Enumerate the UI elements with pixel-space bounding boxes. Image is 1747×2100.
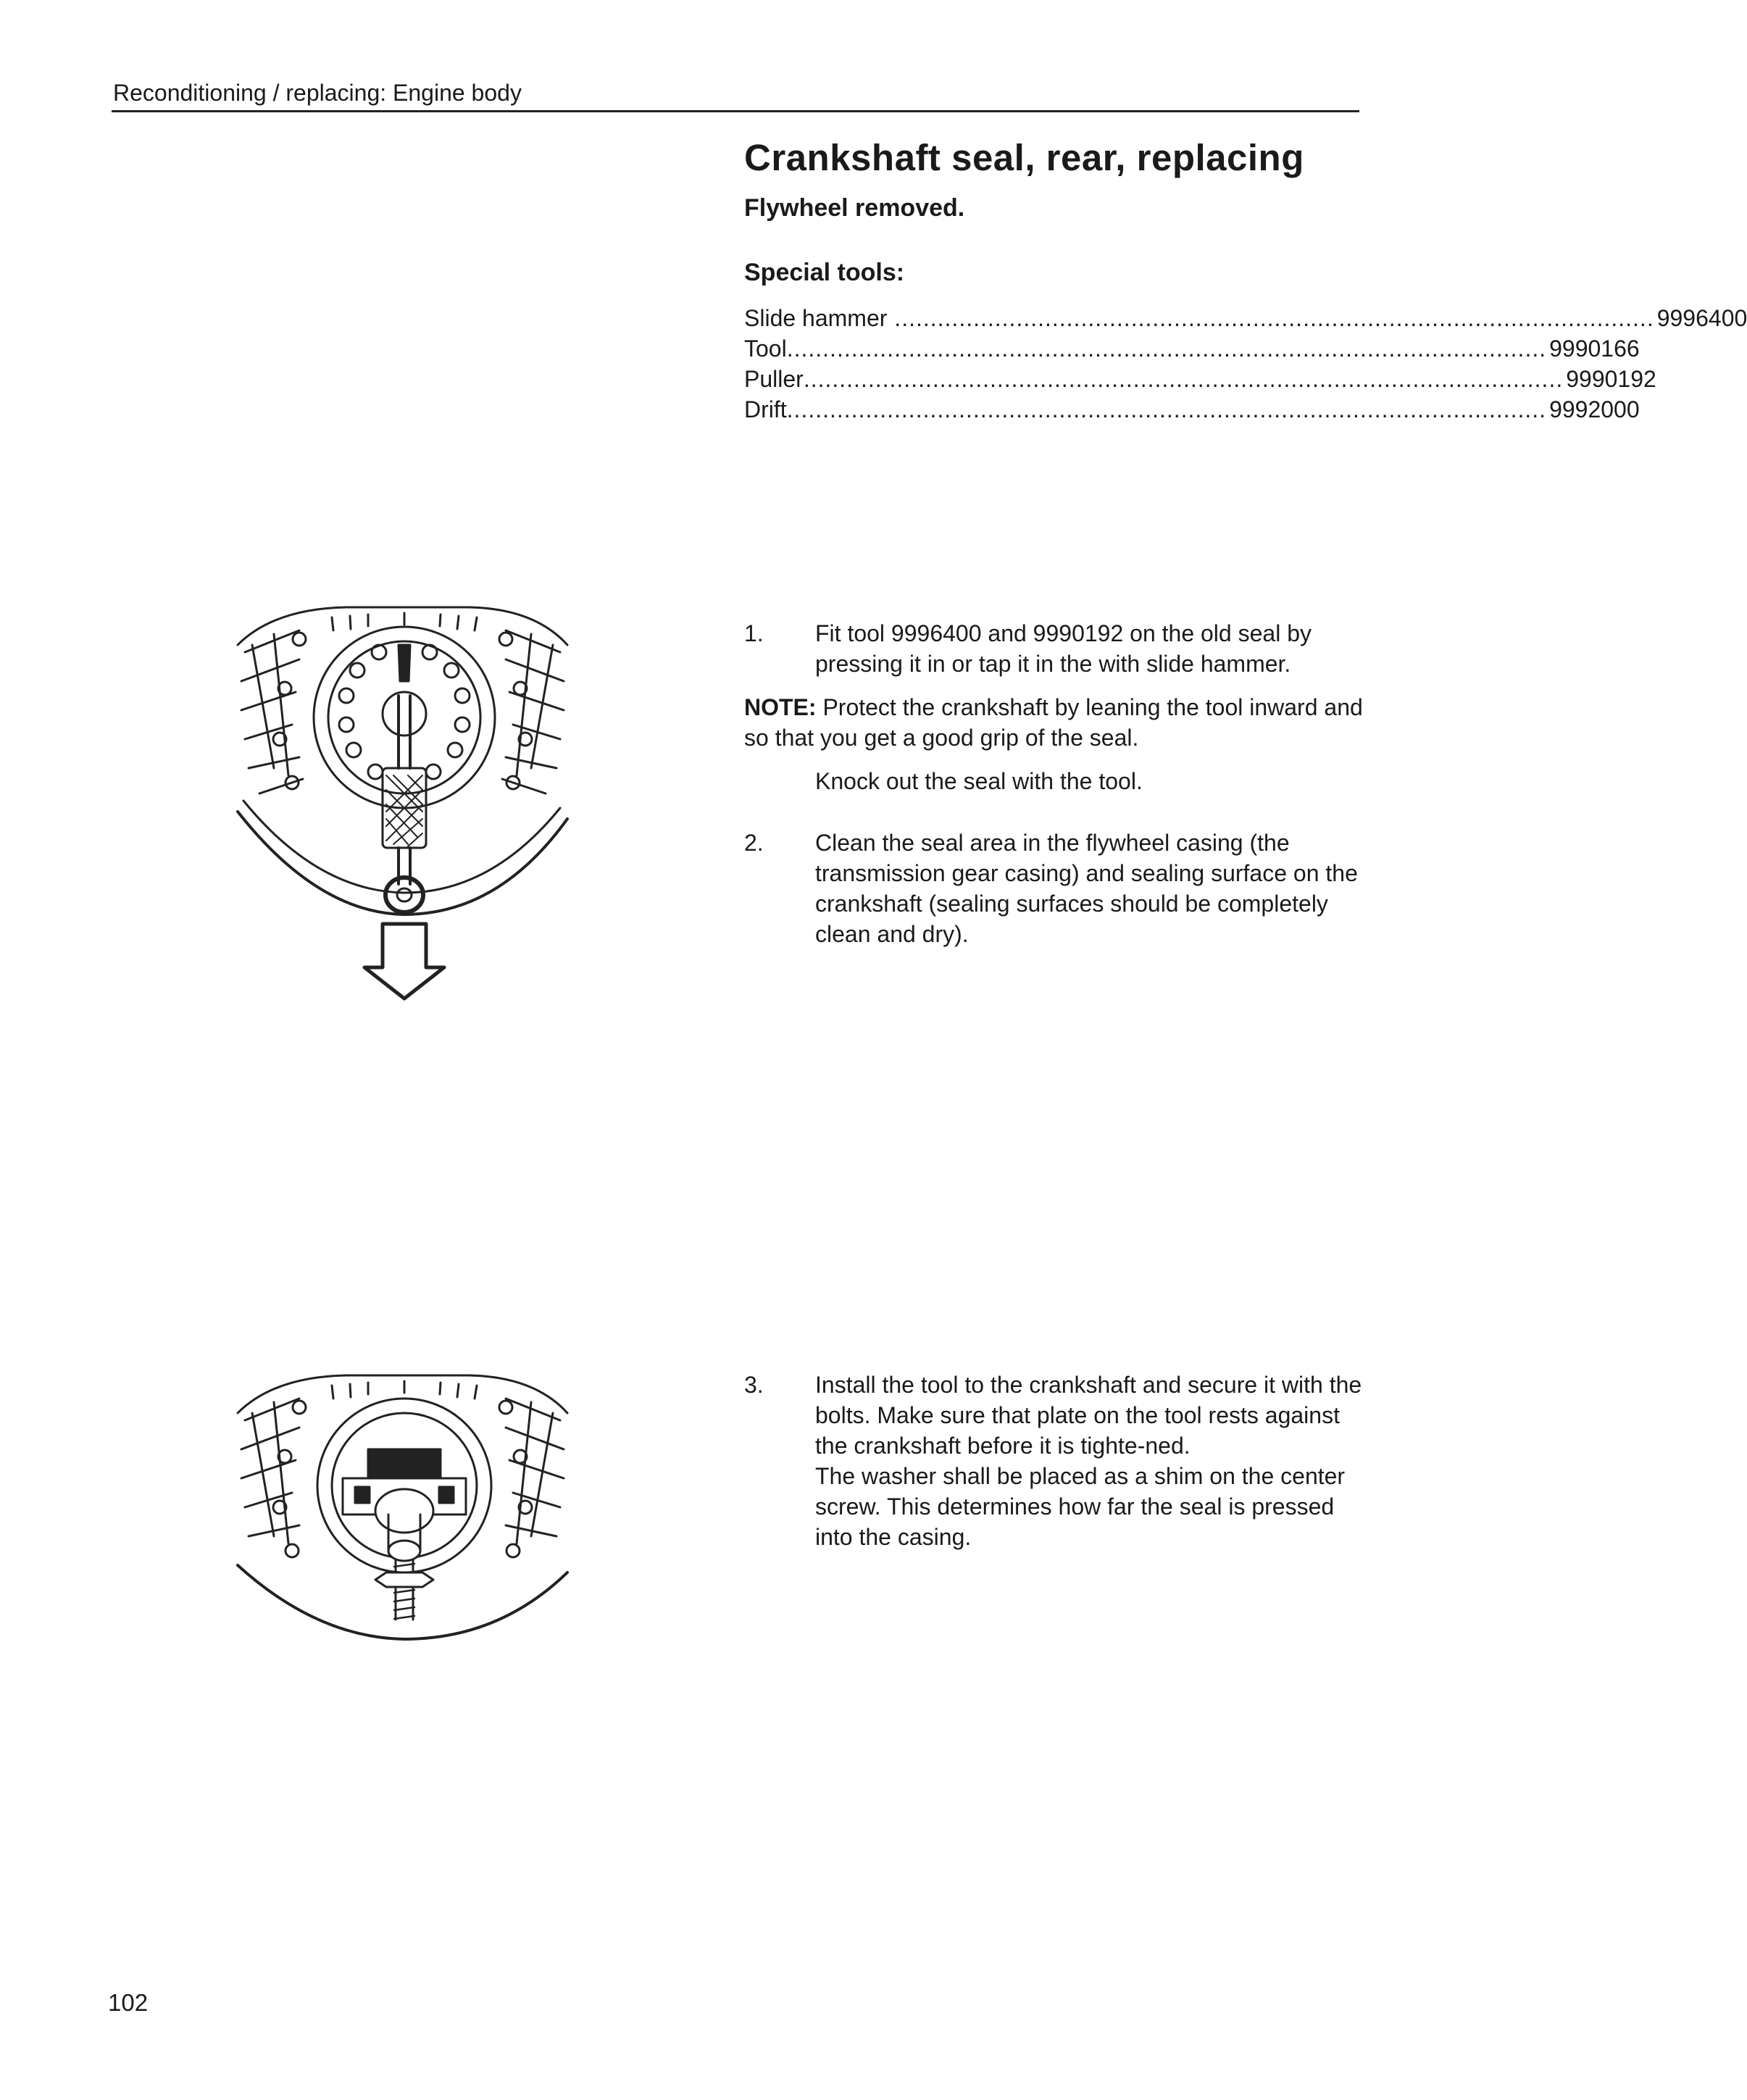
tool-row — [744, 364, 1656, 394]
page-number: 102 — [108, 1989, 149, 2016]
special-tools-list — [744, 303, 1747, 425]
tool-name: Drift — [744, 396, 787, 422]
section-title: Crankshaft seal, rear, replacing — [744, 137, 1304, 178]
tool-row — [744, 394, 1640, 425]
step-number: 2. — [744, 830, 764, 856]
tool-number: 9990166 — [1549, 336, 1640, 362]
note-label: NOTE: — [744, 694, 817, 720]
tool-name: Slide hammer — [744, 305, 888, 331]
note — [744, 692, 1367, 753]
leader-dots: .......................................................................................................... — [887, 305, 1654, 331]
tool-row — [744, 303, 1747, 333]
step-text: Fit tool 9996400 and 9990192 on the old seal by pressing it in or tap it in the with slide hammer. — [815, 620, 1312, 677]
prerequisite-note: Flywheel removed. — [744, 194, 965, 222]
slide-hammer-illustration — [230, 601, 575, 1007]
note-text: Protect the crankshaft by leaning the tool inward and so that you get a good grip of the seal. — [744, 694, 1363, 751]
step-text-continued: The washer shall be placed as a shim on the center screw. This determines how far the seal is pressed into the casing. — [815, 1463, 1346, 1550]
leader-dots: .......................................................................................................... — [786, 396, 1547, 422]
tool-number: 9990192 — [1566, 366, 1656, 392]
tool-number: 9992000 — [1549, 396, 1640, 422]
tool-name: Tool — [744, 336, 787, 362]
tool-name: Puller — [744, 366, 804, 392]
step-text-main: Install the tool to the crankshaft and secure it with the bolts. Make sure that plate on the tool rests against the crankshaft before it is tighte-ned. — [815, 1372, 1362, 1459]
step-text — [815, 1370, 1366, 1552]
tool-number: 9996400 — [1656, 305, 1747, 331]
header-divider — [112, 110, 1359, 112]
step-text: Clean the seal area in the flywheel casing (the transmission gear casing) and sealing surface on the crankshaft (sealing surfaces should be completely clean and dry). — [815, 830, 1358, 947]
step-number: 1. — [744, 620, 764, 646]
knock-out-instruction: Knock out the seal with the tool. — [815, 768, 1143, 794]
step-number: 3. — [744, 1372, 764, 1398]
leader-dots: .......................................................................................................... — [786, 336, 1547, 362]
seal-installer-illustration — [230, 1370, 575, 1645]
tool-row — [744, 333, 1640, 364]
leader-dots: .......................................................................................................... — [803, 366, 1564, 392]
special-tools-heading: Special tools: — [744, 259, 905, 286]
running-header: Reconditioning / replacing: Engine body — [113, 80, 522, 106]
